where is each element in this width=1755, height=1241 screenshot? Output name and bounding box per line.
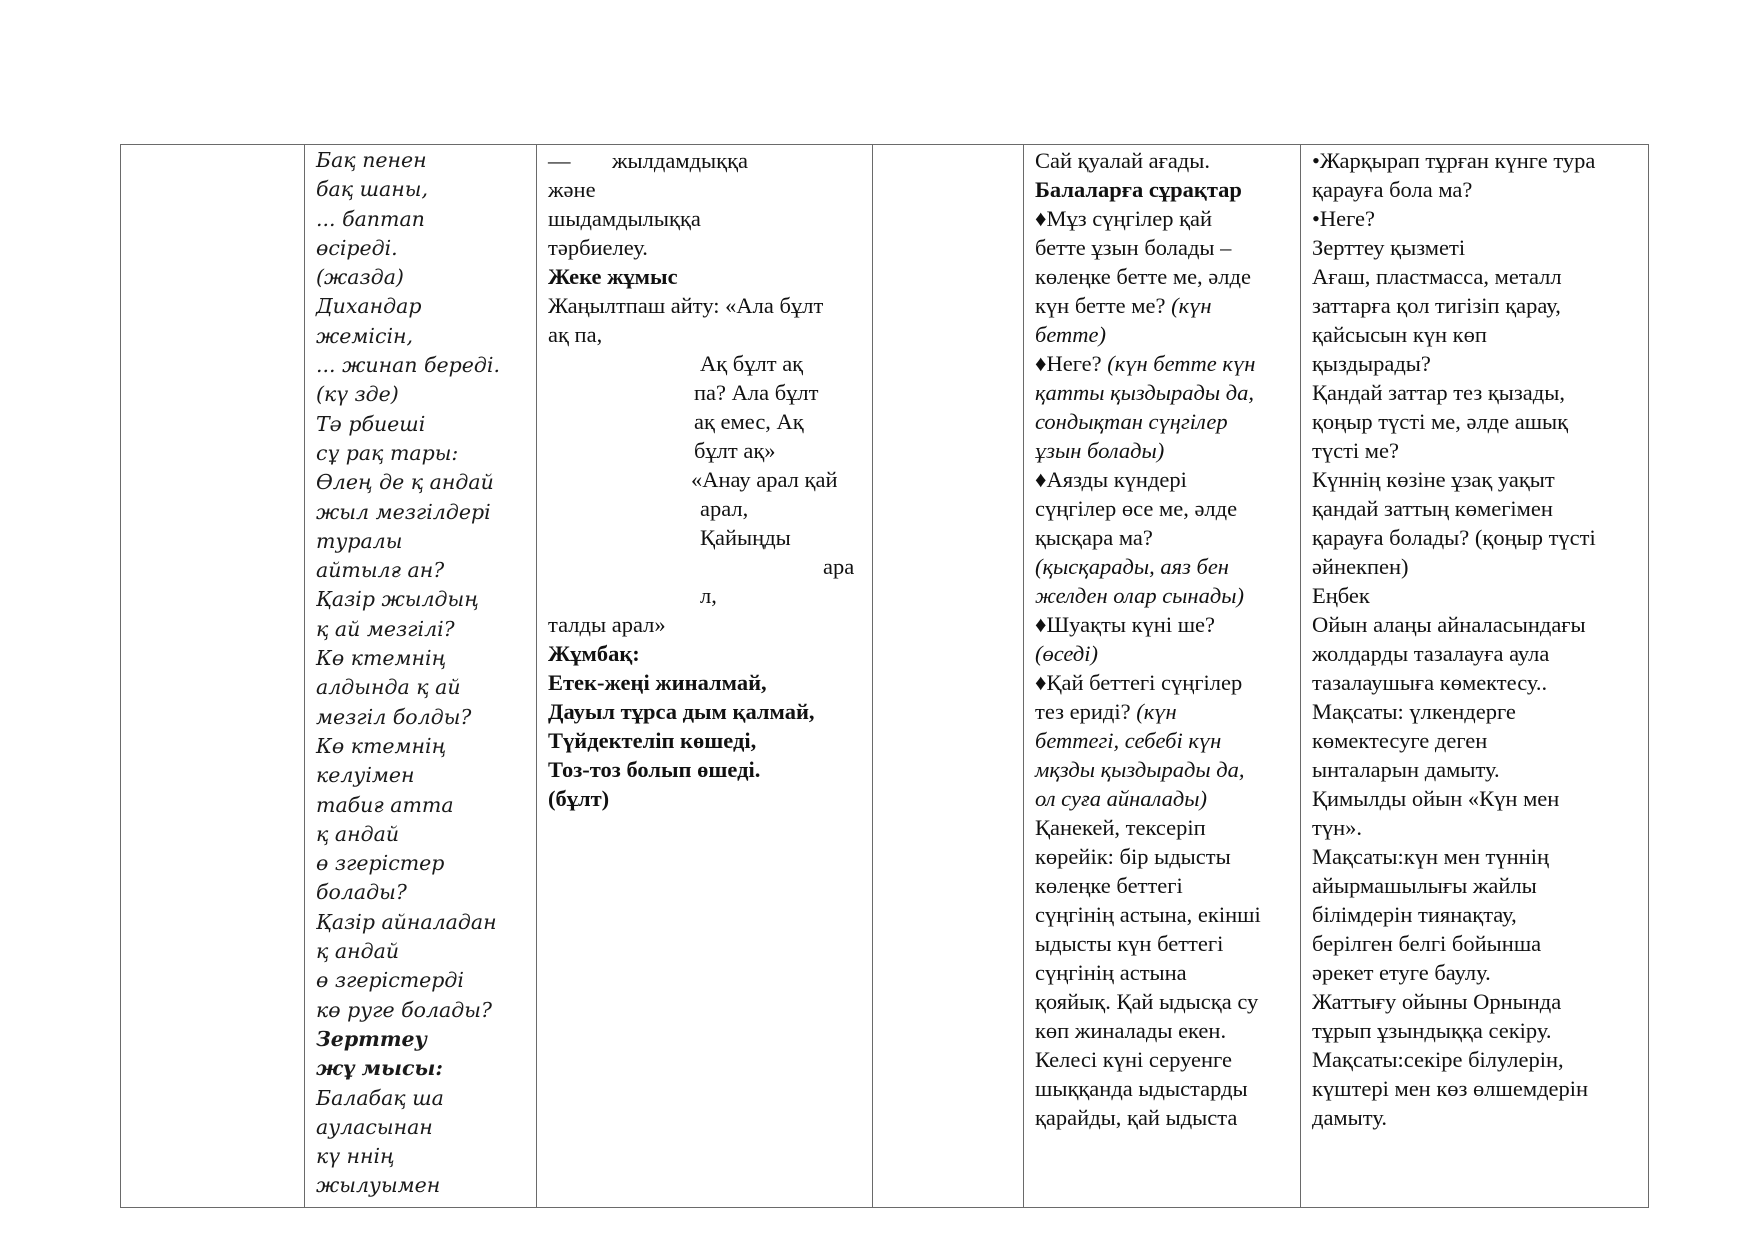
experiment-line: сүңгінің астына [1035,960,1187,985]
tongue-twister-line: л, [700,583,717,608]
research-line: берілген белгі бойынша [1312,931,1542,956]
research-line: Зерттеу қызметі [1312,235,1466,260]
research-line: әрекет етуге баулу. [1312,960,1491,985]
riddle-line: Түйдектеліп көшеді, [548,728,757,753]
riddle-heading: Жұмбақ: [548,641,640,666]
research-line: түн». [1312,815,1362,840]
poem-text [316,146,530,1201]
research-line: қыздырады? [1312,351,1431,376]
poem-line: қ андай [316,821,400,846]
research-line: айырмашылығы жайлы [1312,873,1537,898]
research-line: •Неге? [1312,206,1376,231]
research-line: тазалаушыға көмектесу.. [1312,670,1548,695]
riddle-answer: (бұлт) [548,786,610,811]
question-line: сүңгілер өсе ме, әлде [1035,496,1238,521]
research-line: Мақсаты:секіре білулерін, [1312,1047,1564,1072]
research-line: қайсысын күн көп [1312,322,1487,347]
poem-line: табиғ атта [316,792,454,817]
answer-line: мқзды қыздырады да, [1035,757,1245,782]
experiment-line: көлеңке беттегі [1035,873,1183,898]
answer-line: желден олар сынады) [1035,583,1244,608]
poem-line: туралы [316,528,403,553]
experiment-line: шыққанда ыдыстарды [1035,1076,1248,1101]
research-line: жолдарды тазалауға аула [1312,641,1550,666]
answer-text: (күн [1136,699,1177,724]
question-text: тез ериді? [1035,699,1131,724]
answer-line: сондықтан сүңгілер [1035,409,1228,434]
questions-heading: Балаларға сұрақтар [1035,177,1242,202]
research-line: дамыту. [1312,1105,1387,1130]
tongue-twister-line: Ақ бұлт ақ [700,351,804,376]
poem-line: ө згерістерді [316,968,464,993]
answer-line: (өседі) [1035,641,1098,666]
answer-line: қатты қыздырады да, [1035,380,1255,405]
poem-line: болады? [316,880,407,905]
experiment-line: Келесі күні серуенге [1035,1047,1232,1072]
research-line: тұрып ұзындыққа секіру. [1312,1018,1552,1043]
answer-line: (қысқарады, аяз бен [1035,554,1229,579]
research-heading-line: Зерттеу [316,1026,427,1051]
tongue-twister-line: талды арал» [548,612,666,637]
poem-line: Қазір жылдың [316,587,479,612]
research-text [1312,146,1642,1132]
answer-line: беттегі, себебі күн [1035,728,1222,753]
answer-line: ол суға айналады) [1035,786,1207,811]
poem-line: жемісін, [316,323,414,348]
cell-col4 [873,145,1024,1208]
research-line: қоңыр түсті ме, әлде ашық [1312,409,1569,434]
tongue-twister-line: бұлт ақ» [694,438,776,463]
poem-line: айтылғ ан? [316,558,445,583]
research-line: Жаттығу ойыны Орнында [1312,989,1562,1014]
research-line: Ағаш, пластмасса, металл [1312,264,1562,289]
experiment-line: көрейік: бір ыдысты [1035,844,1231,869]
research-line: Ойын алаңы айналасындағы [1312,612,1586,637]
cell-research [1301,145,1649,1208]
cell-activities [537,145,873,1208]
poem-line: Тә рбиеші [316,411,426,436]
tongue-twister-line: арал, [700,496,749,521]
question-line [1035,349,1294,378]
poem-line: кө руге болады? [316,997,492,1022]
text-line: тәрбиелеу. [548,235,648,260]
tongue-twister-line: ақ емес, Ақ [694,409,804,434]
tongue-twister-line: па? Ала бұлт [694,380,819,405]
question-line: бетте ұзын болады – [1035,235,1232,260]
question-line: ♦Аязды күндері [1035,467,1187,492]
question-line: қысқара ма? [1035,525,1153,550]
experiment-line: ыдысты күн беттегі [1035,931,1224,956]
answer-line: бетте) [1035,322,1106,347]
research-line: ынталарын дамыту. [1312,757,1500,782]
experiment-text [1035,813,1294,1132]
dash: — [548,148,571,173]
research-line: қандай заттың көмегімен [1312,496,1553,521]
tongue-twister-line: ара [823,554,855,579]
tongue-twister-line: «Анау арал қай [691,467,838,492]
research-line: Қандай заттар тез қызады, [1312,380,1565,405]
cell-col1 [121,145,305,1208]
question-text: күн бетте ме? [1035,293,1166,318]
questions-text [1035,146,1294,1132]
answer-text: (күн [1171,293,1212,318]
poem-line: қ андай [316,939,400,964]
poem-line: кү ннің [316,1144,395,1169]
poem-line: келуімен [316,763,415,788]
cell-poem [305,145,537,1208]
poem-line: Қазір айналадан [316,909,497,934]
plan-table [120,144,1649,1208]
answer-text: (күн бетте күн [1107,351,1256,376]
poem-line: Кө ктемнің [316,733,447,758]
experiment-line: сүңгінің астына, екінші [1035,902,1261,927]
research-line: Күннің көзіне ұзақ уақыт [1312,467,1555,492]
poem-line: Дихандар [316,294,422,319]
poem-line: бақ шаны, [316,177,428,202]
riddle-line: Тоз-тоз болып өшеді. [548,757,761,782]
experiment-line: қояйық. Қай ыдысқа су [1035,989,1259,1014]
tongue-twister-line: Жаңылтпаш айту: «Ала бұлт [548,293,824,318]
question-line: ♦Мұз сүңгілер қай [1035,206,1213,231]
poem-line: (кү зде) [316,382,399,407]
poem-line: қ ай мезгілі? [316,616,455,641]
text-line: және [548,177,596,202]
question-text: ♦Неге? [1035,351,1102,376]
riddle-line: Етек-жеңі жиналмай, [548,670,767,695]
table-row [121,145,1649,1208]
poem-line: Өлең де қ андай [316,470,494,495]
experiment-line: қарайды, қай ыдыста [1035,1105,1238,1130]
poem-line: ө згерістер [316,851,445,876]
experiment-line: көп жиналады екен. [1035,1018,1227,1043]
research-line: білімдерін тиянақтау, [1312,902,1517,927]
poem-line: ... баптап [316,206,425,231]
poem-line: ... жинап береді. [316,353,500,378]
question-line: ♦Қай беттегі сүңгілер [1035,670,1243,695]
research-line: әйнекпен) [1312,554,1409,579]
poem-line: Балабақ ша [316,1085,444,1110]
goal-text: жылдамдыққа [612,148,748,173]
research-line: көмектесуге деген [1312,728,1488,753]
text-line: шыдамдылыққа [548,206,701,231]
poem-line: Бақ пенен [316,148,427,172]
poem-line: алдында қ ай [316,675,461,700]
tongue-twister-line: Қайыңды [700,525,791,550]
research-line: заттарға қол тигізіп қарау, [1312,293,1561,318]
question-line [1035,697,1294,726]
question-line [1035,291,1294,320]
answer-line: ұзын болады) [1035,438,1165,463]
text-line: Сай қуалай ағады. [1035,148,1211,173]
research-line: түсті ме? [1312,438,1399,463]
experiment-line: Қанекей, тексеріп [1035,815,1206,840]
research-line: күштері мен көз өлшемдерін [1312,1076,1589,1101]
poem-line: мезгіл болды? [316,704,472,729]
poem-line: (жазда) [316,265,404,290]
tongue-twister-line: ақ па, [548,322,603,347]
research-line: қарауға бола ма? [1312,177,1473,202]
research-line: •Жарқырап тұрған күнге тура [1312,148,1596,173]
research-line: Мақсаты:күн мен түннің [1312,844,1549,869]
poem-line: жылуымен [316,1173,441,1198]
riddle-line: Дауыл тұрса дым қалмай, [548,699,815,724]
poem-line: сұ рақ тары: [316,440,459,465]
research-heading-line: жұ мысы: [316,1056,443,1081]
poem-line: ауласынан [316,1114,433,1139]
research-line: Еңбек [1312,583,1370,608]
poem-line: өсіреді. [316,235,398,260]
question-line: көлеңке бетте ме, әлде [1035,264,1251,289]
cell-questions [1024,145,1301,1208]
research-line: Қимылды ойын «Күн мен [1312,786,1560,811]
poem-line: жыл мезгілдері [316,499,491,524]
goal-line [548,146,748,175]
activities-text [548,146,866,813]
research-line: қарауға болады? (қоңыр түсті [1312,525,1596,550]
question-line: ♦Шуақты күні ше? [1035,612,1216,637]
individual-work-heading: Жеке жұмыс [548,264,678,289]
poem-line: Кө ктемнің [316,646,447,671]
research-line: Мақсаты: үлкендерге [1312,699,1516,724]
